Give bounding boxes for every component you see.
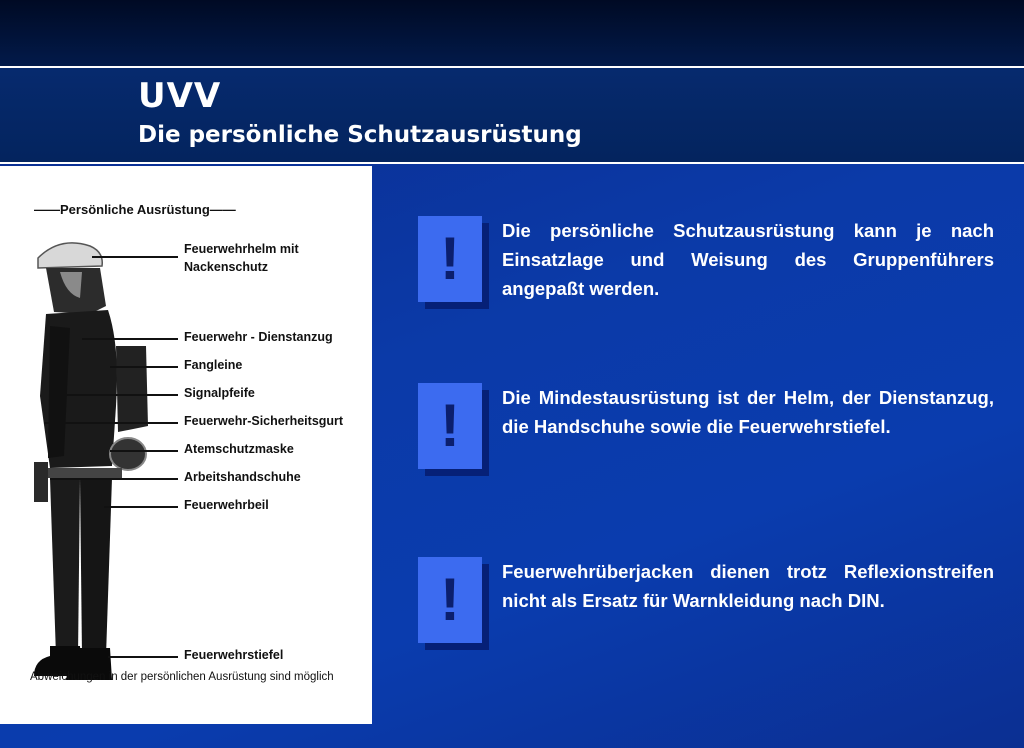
exclamation-icon: ! [418,383,482,469]
equipment-figure [0,166,372,724]
note-1 [418,216,998,316]
label-axe: Feuerwehrbeil [184,498,269,512]
note-3 [418,557,998,657]
firefighter-illustration [20,236,200,724]
label-safety-belt: Feuerwehr-Sicherheitsgurt [184,414,344,428]
label-neck-guard: Nackenschutz [184,260,269,274]
note-2 [418,383,998,483]
exclamation-icon: ! [418,557,482,643]
note-text: Feuerwehrüberjacken dienen trotz Reflexionstreifen nicht als Ersatz für Warnkleidung nach DIN. [502,561,994,611]
label-boots: Feuerwehrstiefel [184,648,284,662]
label-whistle: Signalpfeife [184,386,255,400]
slide-subtitle: Die persönliche Schutzausrüstung [138,122,582,148]
label-uniform: Feuerwehr - Dienstanzug [184,330,333,344]
label-helmet: Feuerwehrhelm mit [184,242,299,256]
figure-heading: ——Persönliche Ausrüstung—— [34,202,236,217]
figure-footnote: Abweichungen in der persönlichen Ausrüstung sind möglich [30,671,334,683]
note-text: Die Mindestausrüstung ist der Helm, der Dienstanzug, die Handschuhe sowie die Feuerwehrstiefel. [502,387,994,437]
label-rope: Fangleine [184,358,243,372]
note-text: Die persönliche Schutzausrüstung kann je nach Einsatzlage und Weisung des Gruppenführers angepaßt werden. [502,220,994,299]
label-work-gloves: Arbeitshandschuhe [184,470,301,484]
slide-title: UVV [138,76,222,116]
top-bar [0,0,1024,66]
exclamation-icon: ! [418,216,482,302]
slide-header [0,66,1024,164]
label-breathing-mask: Atemschutzmaske [184,442,294,456]
